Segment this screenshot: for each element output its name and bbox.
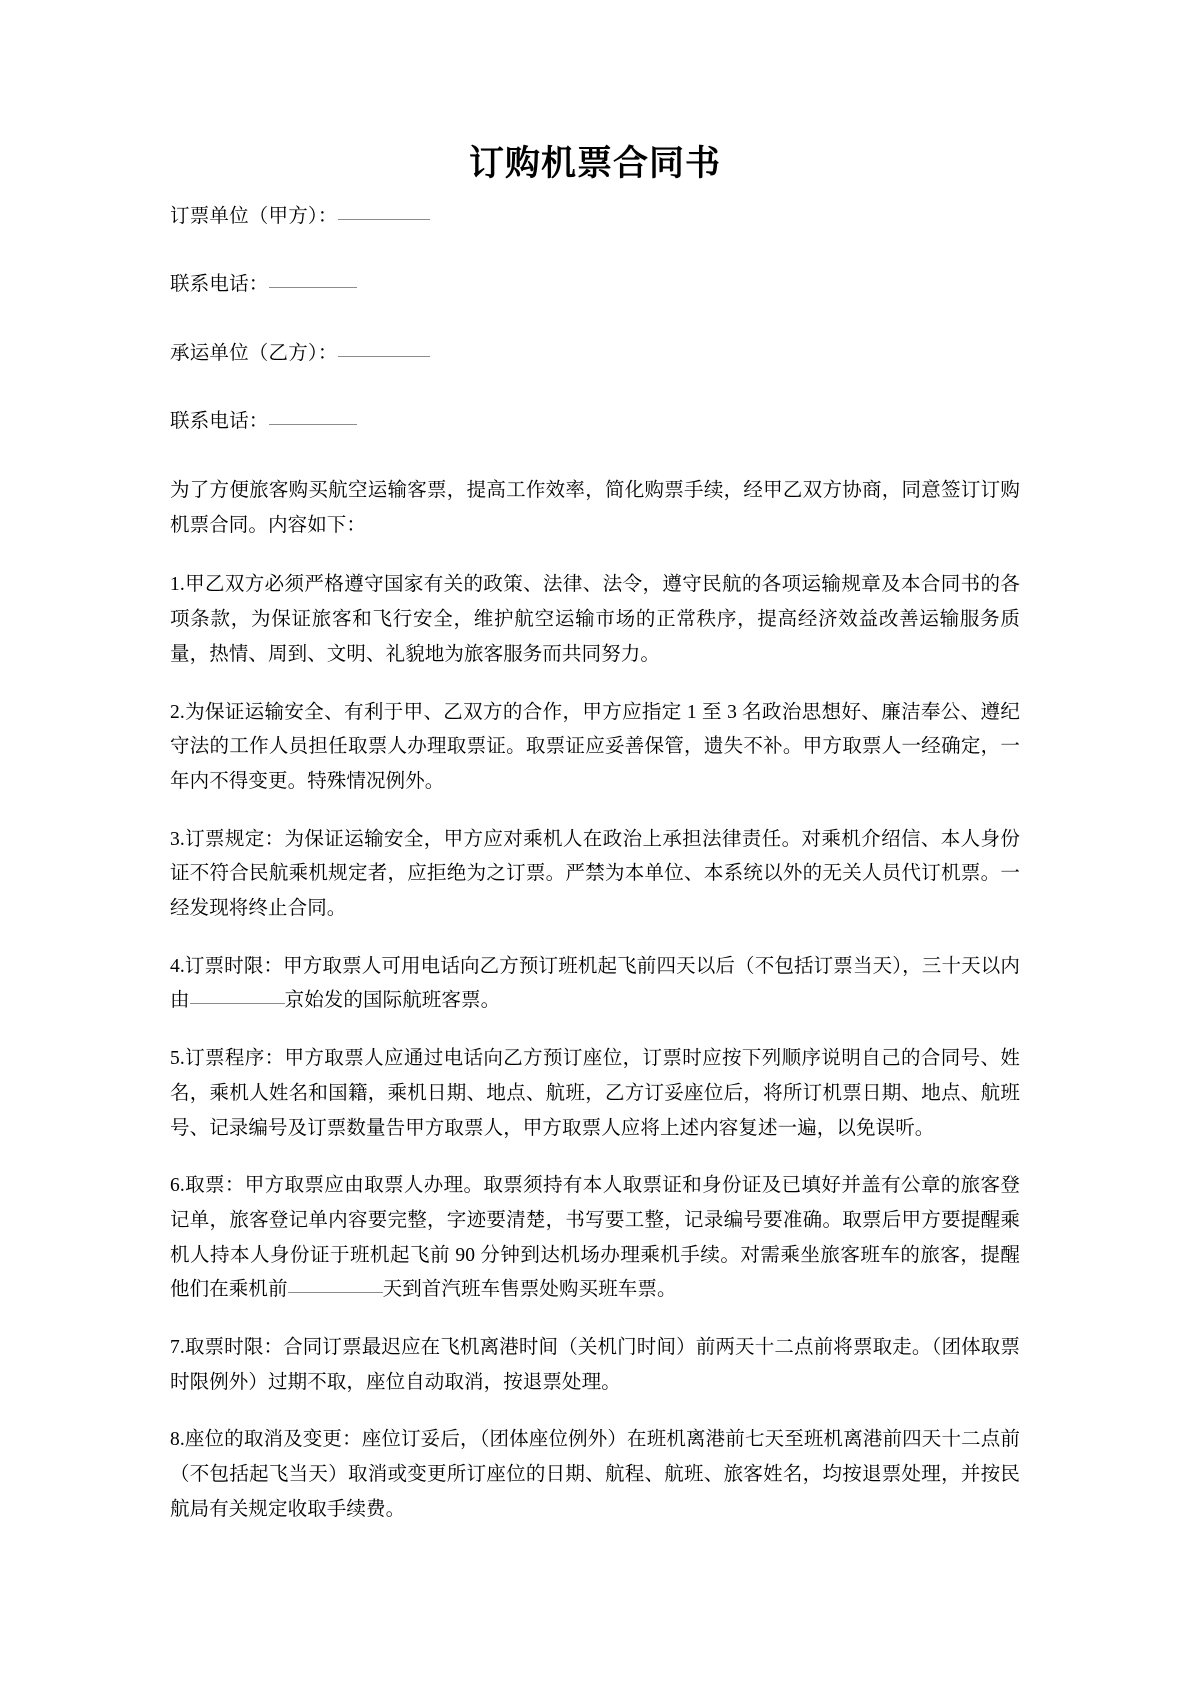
clause-8-text: 座位的取消及变更：座位订妥后，（团体座位例外）在班机离港前七天至班机离港前四天十二点前（不包括起飞当天）取消或变更所订座位的日期、航程、航班、旅客姓名，均按退票处理，并按民航局有关规定收取手续费。 bbox=[170, 1429, 1020, 1520]
clause-6 bbox=[170, 1169, 1020, 1308]
intro-paragraph: 为了方便旅客购买航空运输客票，提高工作效率，简化购票手续，经甲乙双方协商，同意签订订购机票合同。内容如下： bbox=[170, 480, 1020, 536]
field-blank-phone-party-b[interactable] bbox=[269, 424, 357, 425]
clause-4-text-before-blank: 订票时限：甲方取票人可用电话向乙方预订班机起飞前四天以后（不包括订票当天），三十天以内由 bbox=[170, 955, 1020, 1012]
field-label-phone-party-b: 联系电话： bbox=[170, 410, 269, 432]
field-row-ordering-unit bbox=[170, 201, 1020, 232]
clause-1-number: 1. bbox=[170, 574, 185, 596]
field-row-carrier-unit bbox=[170, 338, 1020, 369]
field-row-phone-party-b bbox=[170, 406, 1020, 437]
field-row-phone-party-a bbox=[170, 269, 1020, 300]
clause-4-blank[interactable] bbox=[190, 1003, 285, 1004]
clause-2-number: 2. bbox=[170, 701, 185, 723]
clause-8-number: 8. bbox=[170, 1429, 185, 1451]
clause-2 bbox=[170, 696, 1020, 800]
clause-1 bbox=[170, 568, 1020, 672]
clause-4 bbox=[170, 950, 1020, 1019]
field-blank-ordering-unit[interactable] bbox=[338, 219, 430, 220]
clause-2-text: 为保证运输安全、有利于甲、乙双方的合作，甲方应指定 1 至 3 名政治思想好、廉洁奉公、遵纪守法的工作人员担任取票人办理取票证。取票证应妥善保管，遗失不补。甲方取票人一经确定，一年内不得变更。特殊情况例外。 bbox=[170, 701, 1020, 792]
clause-3-number: 3. bbox=[170, 828, 185, 850]
page-title: 订购机票合同书 bbox=[468, 144, 721, 183]
clause-6-blank[interactable] bbox=[288, 1292, 383, 1293]
clause-3-text: 订票规定：为保证运输安全，甲方应对乘机人在政治上承担法律责任。对乘机介绍信、本人身份证不符合民航乘机规定者，应拒绝为之订票。严禁为本单位、本系统以外的无关人员代订机票。一经发现将终止合同。 bbox=[170, 828, 1020, 920]
clause-1-text: 甲乙双方必须严格遵守国家有关的政策、法律、法令，遵守民航的各项运输规章及本合同书的各项条款，为保证旅客和飞行安全，维护航空运输市场的正常秩序，提高经济效益改善运输服务质量，热情、周到、文明、礼貌地为旅客服务而共同努力。 bbox=[170, 574, 1020, 665]
clause-4-text-after-blank: 京始发的国际航班客票。 bbox=[284, 990, 501, 1012]
field-label-phone-party-a: 联系电话： bbox=[170, 274, 269, 296]
clause-7-number: 7. bbox=[170, 1337, 185, 1359]
clause-6-text-before-blank: 取票：甲方取票应由取票人办理。取票须持有本人取票证和身份证及已填好并盖有公章的旅客登记单，旅客登记单内容要完整，字迹要清楚，书写要工整，记录编号要准确。取票后甲方要提醒乘机人持本人身份证于班机起飞前 90 分钟到达机场办理乘机手续。对需乘坐旅客班车的旅客，提醒他们在乘机前 bbox=[170, 1175, 1020, 1301]
field-label-ordering-unit: 订票单位（甲方）： bbox=[170, 206, 338, 228]
clause-5-text: 订票程序：甲方取票人应通过电话向乙方预订座位，订票时应按下列顺序说明自己的合同号、姓名，乘机人姓名和国籍，乘机日期、地点、航班，乙方订妥座位后，将所订机票日期、地点、航班号、记录编号及订票数量告甲方取票人，甲方取票人应将上述内容复述一遍，以免误听。 bbox=[170, 1048, 1020, 1139]
clause-5 bbox=[170, 1042, 1020, 1146]
clause-3 bbox=[170, 823, 1020, 927]
field-blank-carrier-unit[interactable] bbox=[338, 356, 430, 357]
field-label-carrier-unit: 承运单位（乙方）： bbox=[170, 342, 338, 364]
clause-6-text-after-blank: 天到首汽班车售票处购买班车票。 bbox=[382, 1279, 677, 1301]
clause-7-text: 取票时限：合同订票最迟应在飞机离港时间（关机门时间）前两天十二点前将票取走。（团体取票时限例外）过期不取，座位自动取消，按退票处理。 bbox=[170, 1337, 1020, 1393]
clause-5-number: 5. bbox=[170, 1048, 185, 1070]
clause-8 bbox=[170, 1423, 1020, 1527]
header-fields bbox=[170, 201, 1020, 437]
clause-6-number: 6. bbox=[170, 1175, 185, 1197]
clause-4-number: 4. bbox=[170, 955, 185, 977]
clause-7 bbox=[170, 1331, 1020, 1400]
field-blank-phone-party-a[interactable] bbox=[269, 287, 357, 288]
